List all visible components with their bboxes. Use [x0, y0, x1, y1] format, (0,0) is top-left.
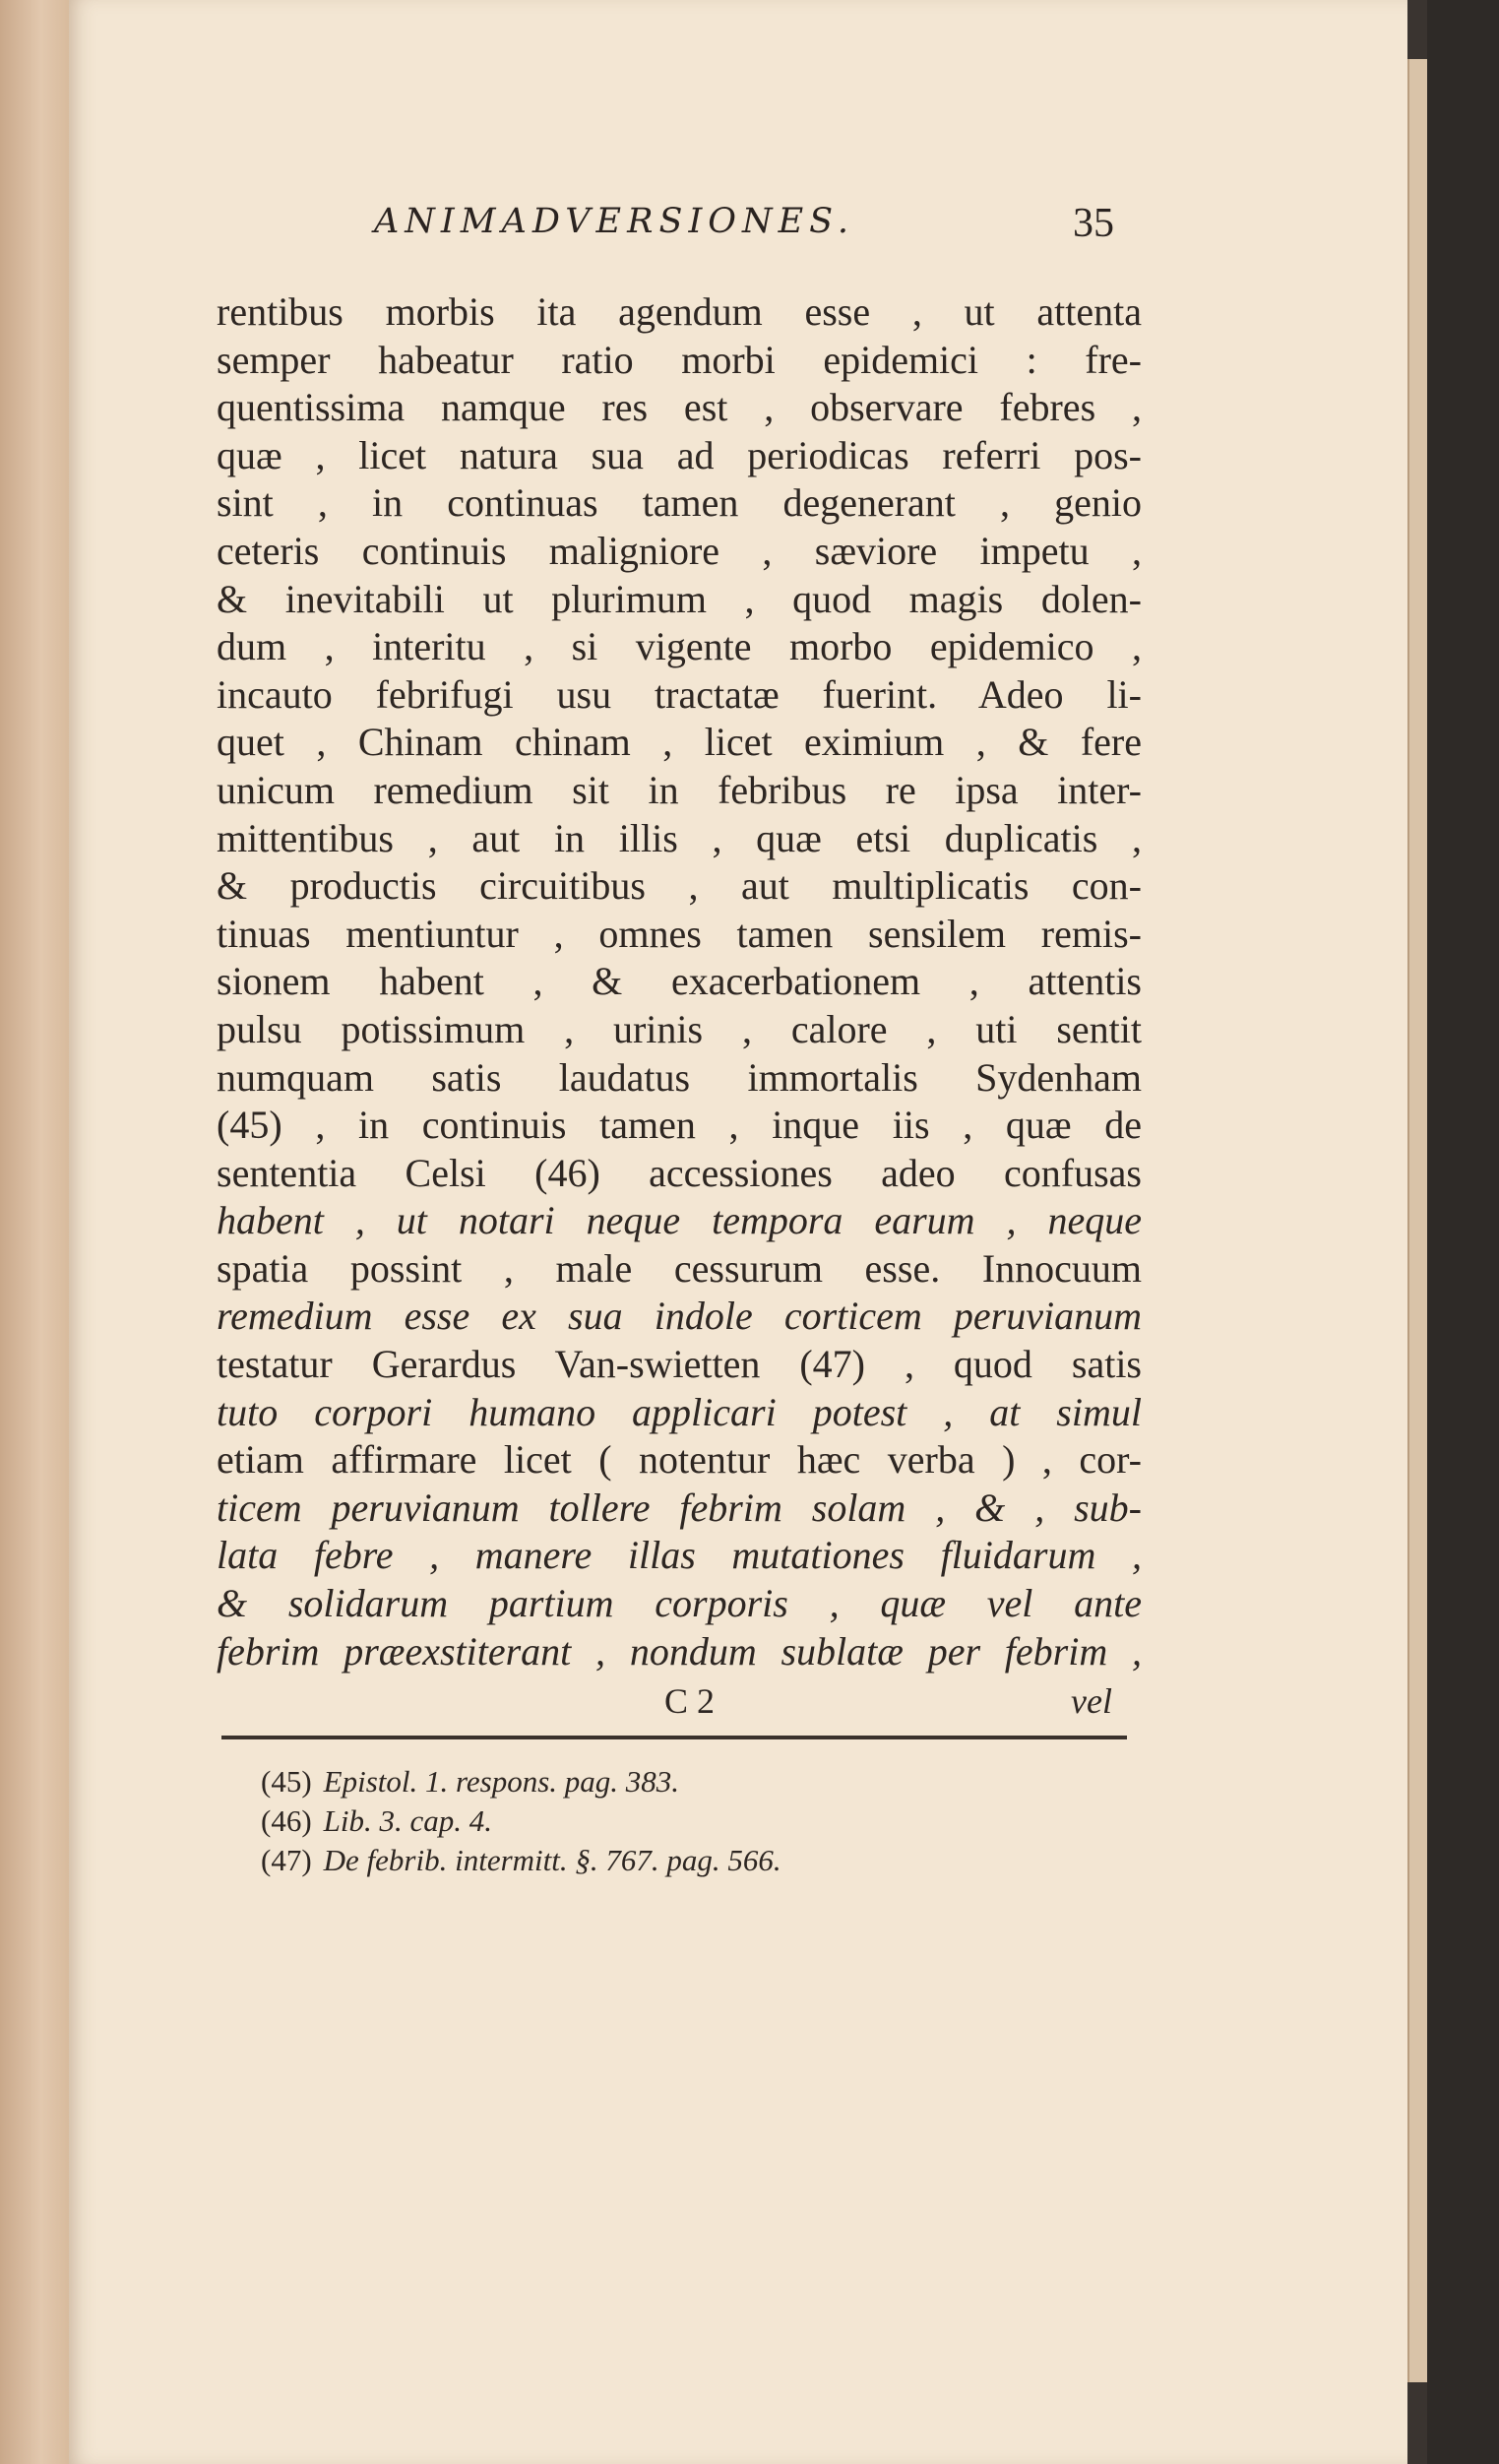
- text-line: ceteris continuis maligniore , sæviore impetu ,: [217, 528, 1142, 573]
- text-line: rentibus morbis ita agendum esse , ut attenta: [217, 289, 1142, 334]
- text-line: remedium esse ex sua indole corticem peruvianum: [217, 1294, 1142, 1339]
- text-line: incauto febrifugi usu tractatæ fuerint. Adeo li-: [217, 671, 1142, 717]
- footnote-text: De febrib. intermitt. §. 767. pag. 566.: [323, 1843, 781, 1877]
- text-line: quentissima namque res est , observare febres ,: [217, 385, 1142, 430]
- footnote: [261, 1841, 1048, 1880]
- page-number: 35: [1073, 201, 1114, 246]
- footnotes: [261, 1762, 1048, 1880]
- text-line: numquam satis laudatus immortalis Sydenham: [217, 1054, 1142, 1100]
- text-line: spatia possint , male cessurum esse. Innocuum: [217, 1245, 1142, 1291]
- footnote: [261, 1762, 1048, 1801]
- text-line: tinuas mentiuntur , omnes tamen sensilem remis-: [217, 911, 1142, 956]
- text-line: ticem peruvianum tollere febrim solam , & , sub-: [217, 1485, 1142, 1530]
- text-line: quæ , licet natura sua ad periodicas referri pos-: [217, 432, 1142, 477]
- footnote-text: Epistol. 1. respons. pag. 383.: [323, 1764, 680, 1799]
- running-title: ANIMADVERSIONES.: [374, 202, 854, 241]
- signature-mark: C 2: [664, 1681, 716, 1721]
- text-line: habent , ut notari neque tempora earum , neque: [217, 1198, 1142, 1243]
- footnote-number: (47): [261, 1843, 312, 1877]
- text-line: etiam affirmare licet ( notentur hæc verba ) , cor-: [217, 1437, 1142, 1483]
- footnote-rule: [221, 1736, 1127, 1739]
- text-line: sint , in continuas tamen degenerant , genio: [217, 480, 1142, 526]
- footnote: [261, 1801, 1048, 1841]
- text-line: mittentibus , aut in illis , quæ etsi duplicatis ,: [217, 815, 1142, 860]
- text-line: febrim præexstiterant , nondum sublatæ per febrim ,: [217, 1628, 1142, 1674]
- text-line: sionem habent , & exacerbationem , attentis: [217, 959, 1142, 1004]
- catchword: vel: [1071, 1681, 1112, 1721]
- signature-line: [217, 1680, 1142, 1728]
- text-line: testatur Gerardus Van-swietten (47) , quod satis: [217, 1342, 1142, 1387]
- text-line: pulsu potissimum , urinis , calore , uti sentit: [217, 1006, 1142, 1051]
- text-line: semper habeatur ratio morbi epidemici : fre-: [217, 337, 1142, 382]
- text-line: tuto corpori humano applicari potest , at simul: [217, 1389, 1142, 1434]
- text-line: dum , interitu , si vigente morbo epidemico ,: [217, 624, 1142, 669]
- footnote-number: (45): [261, 1764, 312, 1799]
- text-line: unicum remedium sit in febribus re ipsa inter-: [217, 767, 1142, 812]
- text-line: (45) , in continuis tamen , inque iis , quæ de: [217, 1103, 1142, 1148]
- footnote-text: Lib. 3. cap. 4.: [323, 1803, 493, 1838]
- body-text: [217, 288, 1142, 1675]
- text-line: sententia Celsi (46) accessiones adeo confusas: [217, 1150, 1142, 1195]
- text-line: lata febre , manere illas mutationes fluidarum ,: [217, 1533, 1142, 1578]
- page-stack-edge: [1407, 59, 1429, 2382]
- text-line: quet , Chinam chinam , licet eximium , & fere: [217, 720, 1142, 765]
- text-line: & productis circuitibus , aut multiplicatis con-: [217, 863, 1142, 909]
- background: [1427, 0, 1499, 2464]
- text-line: & solidarum partium corporis , quæ vel ante: [217, 1581, 1142, 1626]
- footnote-number: (46): [261, 1803, 312, 1838]
- text-line: & inevitabili ut plurimum , quod magis dolen-: [217, 576, 1142, 621]
- adjacent-page-edge: [0, 0, 69, 2464]
